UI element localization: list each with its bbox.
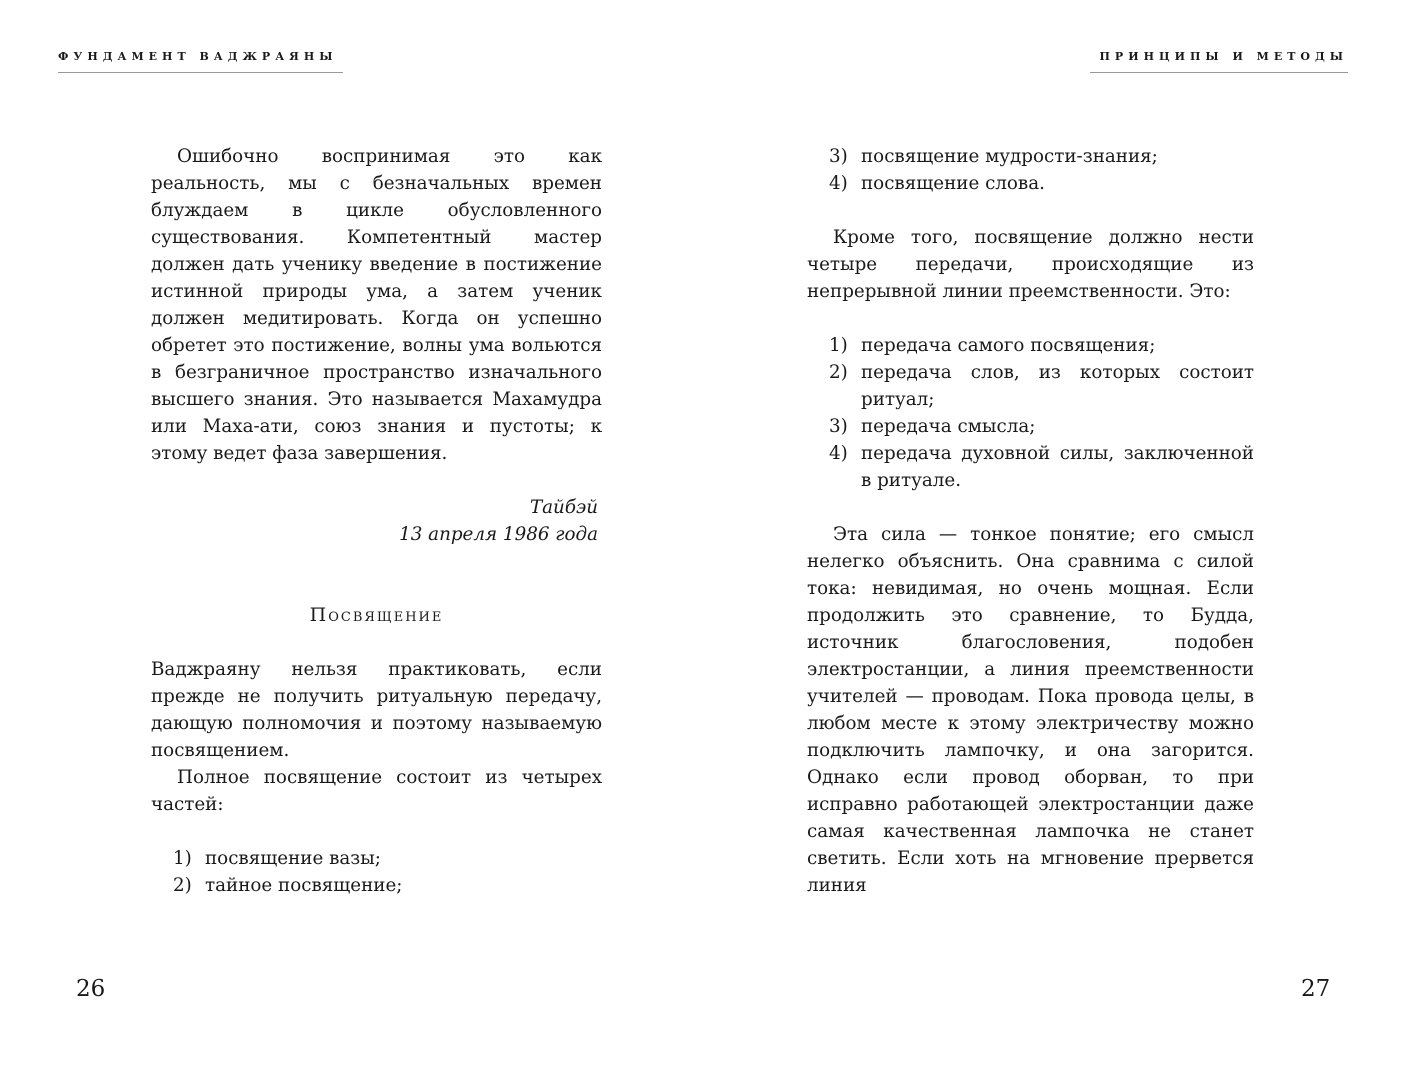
- list-item: [807, 359, 1254, 413]
- left-text-block: [151, 143, 602, 899]
- signature-name: Тайбэй: [529, 497, 598, 518]
- list-text: посвящение вазы;: [205, 848, 381, 869]
- paragraph: Полное посвящение состоит из четырех частей:: [151, 767, 602, 815]
- page-number-right: 27: [1301, 976, 1331, 1002]
- list-item: [151, 845, 602, 872]
- page-number-left: 26: [76, 976, 106, 1002]
- list-number: 2): [829, 362, 848, 383]
- list-item: [151, 872, 602, 899]
- list-item: [807, 440, 1254, 494]
- list-number: 3): [829, 146, 848, 167]
- list-item: [807, 170, 1254, 197]
- list-text: передача самого посвящения;: [861, 335, 1156, 356]
- running-head-right: ПРИНЦИПЫ И МЕТОДЫ: [1090, 50, 1348, 73]
- list-text: посвящение мудрости-знания;: [861, 146, 1158, 167]
- signature-date: 13 апреля 1986 года: [399, 524, 598, 545]
- right-page: [702, 0, 1404, 1080]
- list-item: [807, 332, 1254, 359]
- paragraph: Ваджраяну нельзя практиковать, если прежде не получить ритуальную передачу, дающую полномочия и поэтому называемую посвящением.: [151, 659, 602, 761]
- list-number: 1): [173, 848, 192, 869]
- list-text: посвящение слова.: [861, 173, 1045, 194]
- list-text: тайное посвящение;: [205, 875, 403, 896]
- list-number: 3): [829, 416, 848, 437]
- paragraph: Кроме того, посвящение должно нести четыре передачи, происходящие из непрерывной линии преемственности. Это:: [807, 227, 1254, 302]
- list-item: [807, 413, 1254, 440]
- list-text: передача слов, из которых состоит ритуал;: [861, 362, 1254, 410]
- running-head-left: ФУНДАМЕНТ ВАДЖРАЯНЫ: [58, 50, 343, 73]
- paragraph: Ошибочно воспринимая это как реальность, мы с безначальных времен блуждаем в цикле обусловленного существования. Компетентный мастер должен дать ученику введение в постижение истинной природы ума, а затем ученик должен медитировать. Когда он успешно обретет это постижение, волны ума вольются в безграничное пространство изначального высшего знания. Это называется Махамудра или Маха-ати, союз знания и пустоты; к этому ведет фаза завершения.: [151, 146, 602, 464]
- section-title: Посвящение: [309, 604, 444, 626]
- list-number: 2): [173, 875, 192, 896]
- list-number: 4): [829, 173, 848, 194]
- list-text: передача смысла;: [861, 416, 1036, 437]
- list-number: 4): [829, 443, 848, 464]
- list-item: [807, 143, 1254, 170]
- list-text: передача духовной силы, заключенной в ритуале.: [861, 443, 1254, 491]
- right-text-block: [807, 143, 1254, 899]
- list-number: 1): [829, 335, 848, 356]
- paragraph: Эта сила — тонкое понятие; его смысл нелегко объяснить. Она сравнима с силой тока: невидимая, но очень мощная. Если продолжить это сравнение, то Будда, источник благословения, подобен электростанции, а линия преемственности учителей — проводам. Пока провода целы, в любом месте к этому электричеству можно подключить лампочку, и она загорится. Однако если провод оборван, то при исправно работающей электростанции даже самая качественная лампочка не станет светить. Если хоть на мгновение прервется линия: [807, 524, 1254, 896]
